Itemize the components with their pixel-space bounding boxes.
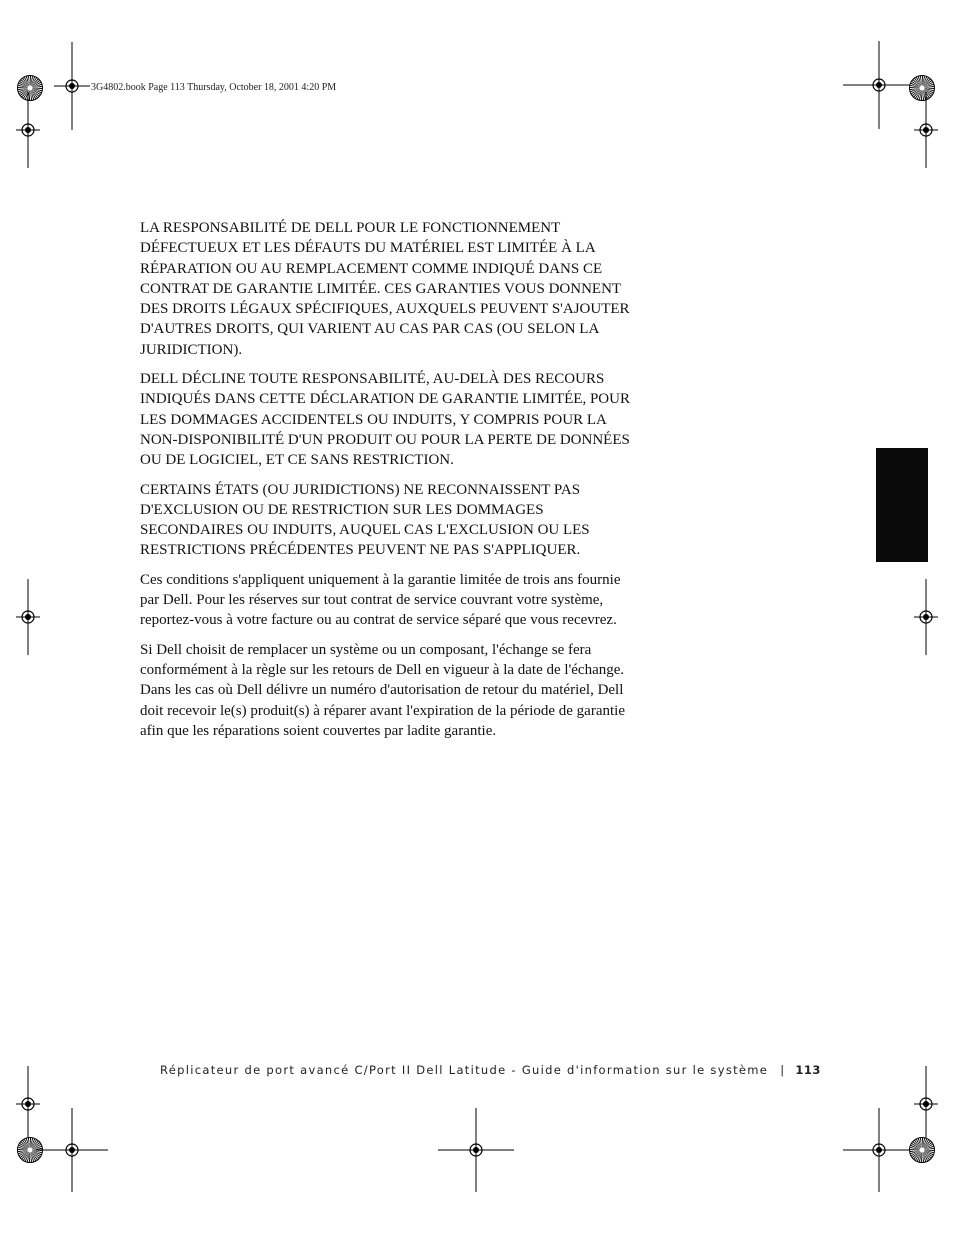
registration-crosshair-icon [16, 579, 40, 655]
registration-crosshair-icon [843, 41, 915, 129]
paragraph-conditions: Ces conditions s'appliquent uniquement à la garantie limitée de trois ans fournie par Dell. Pour les réserves sur tout contrat de service couvrant votre système, reportez-vous à votre facture ou au contrat de service séparé que vous recevrez. [140, 571, 621, 629]
registration-crosshair-icon [438, 1108, 514, 1192]
registration-crosshair-icon [914, 579, 938, 655]
registration-crosshair-icon [54, 42, 90, 130]
warranty-text [140, 218, 632, 750]
book-header: 3G4802.book Page 113 Thursday, October 18, 2001 4:20 PM [91, 82, 337, 93]
section-tab [876, 448, 928, 562]
paragraph-jurisdictions: CERTAINS ÉTATS (OU JURIDICTIONS) NE RECONNAISSENT PAS D'EXCLUSION OU DE RESTRICTION SUR LES DOMMAGES SECONDAIRES OU INDUITS, AUQUEL CAS L'EXCLUSION OU LES RESTRICTIONS PRÉCÉDENTES PEUVENT NE PAS S'APPLIQUER. [140, 481, 590, 559]
footer-separator: | [780, 1063, 786, 1077]
footer-title: Réplicateur de port avancé C/Port II Dell Latitude - Guide d'information sur le système [160, 1063, 769, 1077]
registration-crosshair-icon [16, 92, 40, 168]
paragraph-disclaimer: DELL DÉCLINE TOUTE RESPONSABILITÉ, AU-DELÀ DES RECOURS INDIQUÉS DANS CETTE DÉCLARATION DE GARANTIE LIMITÉE, POUR LES DOMMAGES ACCIDENTELS OU INDUITS, Y COMPRIS POUR LA NON-DISPONIBILITÉ D'UN PRODUIT OU POUR LA PERTE DE DONNÉES OU DE LOGICIEL, ET CE SANS RESTRICTION. [140, 371, 630, 469]
registration-crosshair-icon [843, 1108, 915, 1192]
registration-starburst-icon [909, 1137, 935, 1163]
registration-crosshair-icon [914, 1066, 938, 1142]
registration-crosshair-icon [914, 92, 938, 168]
page-footer [160, 1063, 821, 1077]
paragraph-replacement: Si Dell choisit de remplacer un système ou un composant, l'échange se fera conformément à la règle sur les retours de Dell en vigueur à la date de l'échange. Dans les cas où Dell délivre un numéro d'autorisation de retour du matériel, Dell doit recevoir le(s) produit(s) à réparer avant l'expiration de la période de garantie afin que les réparations soient couvertes par ladite garantie. [140, 641, 625, 739]
page-number: 113 [795, 1063, 821, 1077]
paragraph-liability: LA RESPONSABILITÉ DE DELL POUR LE FONCTIONNEMENT DÉFECTUEUX ET LES DÉFAUTS DU MATÉRIEL EST LIMITÉE À LA RÉPARATION OU AU REMPLACEMENT COMME INDIQUÉ DANS CE CONTRAT DE GARANTIE LIMITÉE. CES GARANTIES VOUS DONNENT DES DROITS LÉGAUX SPÉCIFIQUES, AUXQUELS PEUVENT S'AJOUTER D'AUTRES DROITS, QUI VARIENT AU CAS PAR CAS (OU SELON LA JURIDICTION). [140, 220, 630, 358]
registration-crosshair-icon [36, 1108, 108, 1192]
